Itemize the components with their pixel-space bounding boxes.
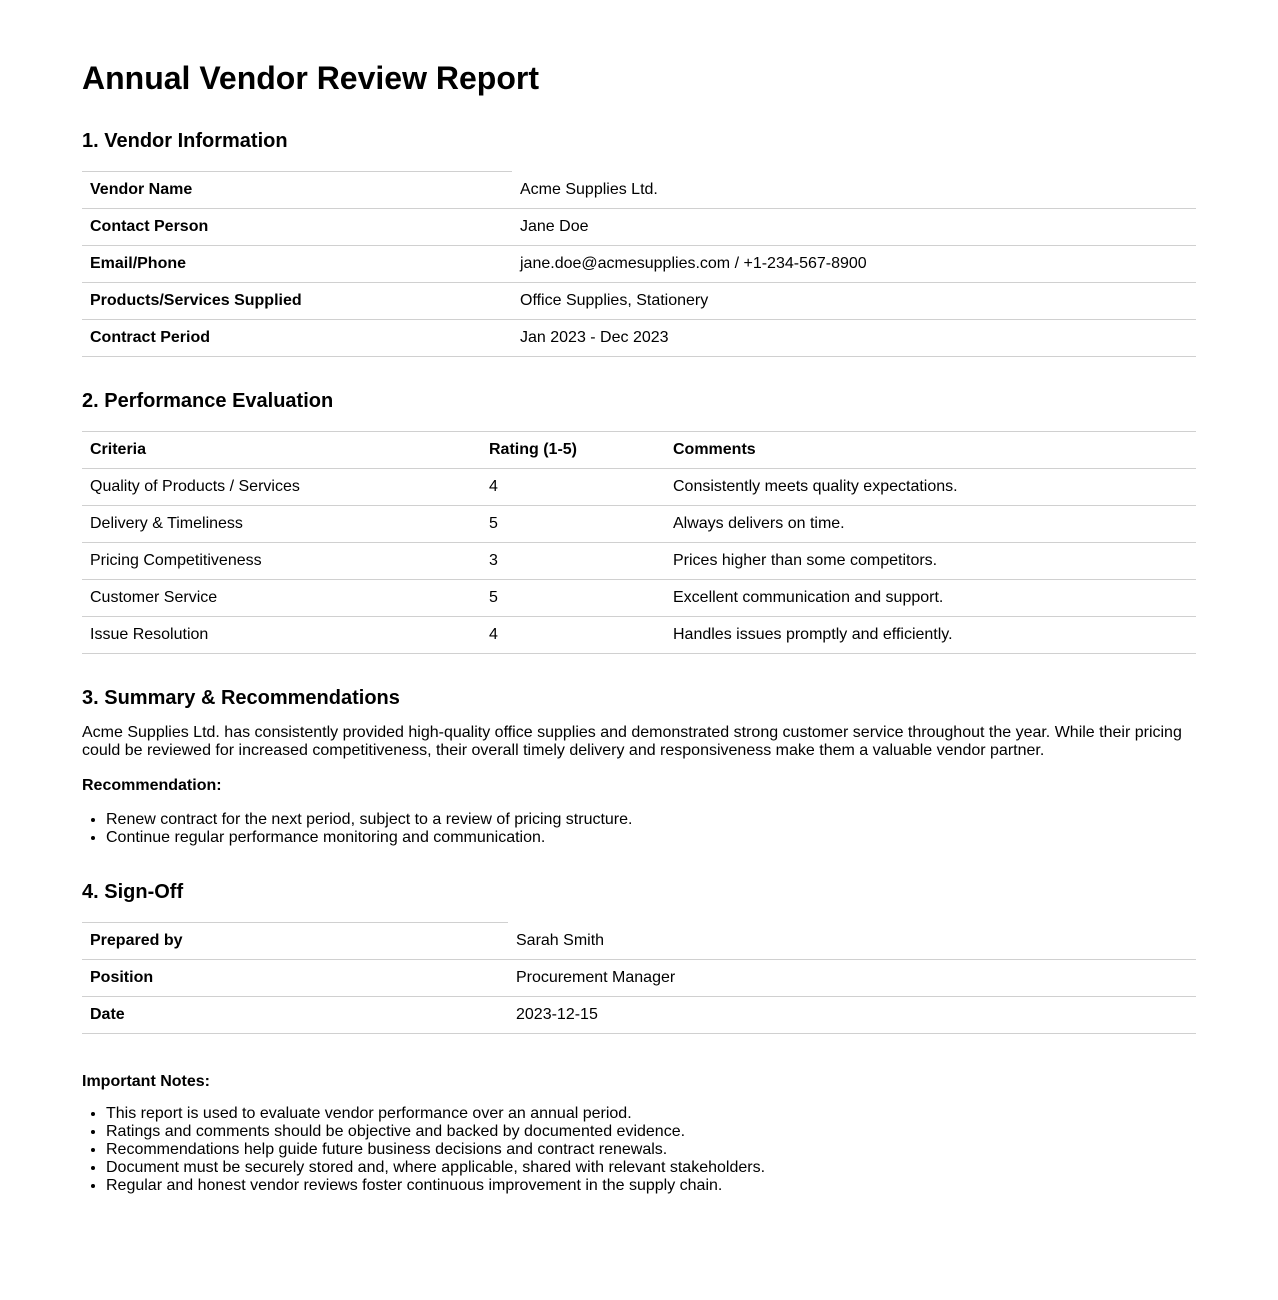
summary-heading: 3. Summary & Recommendations [82, 687, 400, 709]
contract-period-value: Jan 2023 - Dec 2023 [512, 320, 1196, 357]
table-row [82, 923, 1196, 960]
comments-cell: Excellent communication and support. [665, 580, 1196, 617]
rating-cell: 4 [481, 617, 665, 654]
contact-person-label: Contact Person [82, 209, 512, 246]
comments-cell: Handles issues promptly and efficiently. [665, 617, 1196, 654]
criteria-cell: Pricing Competitiveness [82, 543, 481, 580]
position-value: Procurement Manager [508, 960, 1196, 997]
prepared-by-label: Prepared by [82, 923, 508, 960]
comments-cell: Prices higher than some competitors. [665, 543, 1196, 580]
column-header-criteria: Criteria [82, 432, 481, 469]
list-item: • Regular and honest vendor reviews foster continuous improvement in the supply chain. [106, 1177, 765, 1195]
comments-cell: Consistently meets quality expectations. [665, 469, 1196, 506]
table-row [82, 469, 1196, 506]
email-phone-value: jane.doe@acmesupplies.com / +1-234-567-8900 [512, 246, 1196, 283]
list-item: • This report is used to evaluate vendor performance over an annual period. [106, 1105, 765, 1123]
vendor-info-heading: 1. Vendor Information [82, 130, 288, 152]
date-value: 2023-12-15 [508, 997, 1196, 1034]
notes-list [82, 1105, 765, 1195]
position-label: Position [82, 960, 508, 997]
table-row [82, 246, 1196, 283]
rating-cell: 5 [481, 506, 665, 543]
table-row [82, 283, 1196, 320]
page-title: Annual Vendor Review Report [82, 60, 539, 96]
criteria-cell: Delivery & Timeliness [82, 506, 481, 543]
date-label: Date [82, 997, 508, 1034]
criteria-cell: Customer Service [82, 580, 481, 617]
email-phone-label: Email/Phone [82, 246, 512, 283]
performance-heading: 2. Performance Evaluation [82, 390, 334, 412]
vendor-info-table [82, 171, 1196, 357]
list-item: • Ratings and comments should be objective and backed by documented evidence. [106, 1123, 765, 1141]
summary-paragraph: Acme Supplies Ltd. has consistently provided high-quality office supplies and demonstrated strong customer service throughout the year. While their pricing could be reviewed for increased competitiveness, their overall timely delivery and responsiveness make them a valuable vendor partner. [82, 724, 1182, 759]
criteria-cell: Quality of Products / Services [82, 469, 481, 506]
products-supplied-label: Products/Services Supplied [82, 283, 512, 320]
important-notes-label: Important Notes: [82, 1073, 210, 1090]
table-row [82, 506, 1196, 543]
rating-cell: 3 [481, 543, 665, 580]
criteria-cell: Issue Resolution [82, 617, 481, 654]
prepared-by-value: Sarah Smith [508, 923, 1196, 960]
products-supplied-value: Office Supplies, Stationery [512, 283, 1196, 320]
table-row [82, 580, 1196, 617]
signoff-heading: 4. Sign-Off [82, 881, 184, 903]
list-item: • Continue regular performance monitoring and communication. [106, 829, 632, 847]
recommendation-list [82, 811, 632, 847]
vendor-name-value: Acme Supplies Ltd. [512, 172, 1196, 209]
table-header-row [82, 432, 1196, 469]
signoff-table [82, 922, 1196, 1034]
list-item: • Renew contract for the next period, subject to a review of pricing structure. [106, 811, 632, 829]
table-row [82, 617, 1196, 654]
table-row [82, 543, 1196, 580]
table-row [82, 172, 1196, 209]
list-item: • Document must be securely stored and, where applicable, shared with relevant stakeholders. [106, 1159, 765, 1177]
vendor-name-label: Vendor Name [82, 172, 512, 209]
comments-cell: Always delivers on time. [665, 506, 1196, 543]
list-item: • Recommendations help guide future business decisions and contract renewals. [106, 1141, 765, 1159]
table-row [82, 320, 1196, 357]
table-row [82, 960, 1196, 997]
rating-cell: 5 [481, 580, 665, 617]
contract-period-label: Contract Period [82, 320, 512, 357]
table-row [82, 209, 1196, 246]
table-row [82, 997, 1196, 1034]
performance-table [82, 431, 1196, 654]
contact-person-value: Jane Doe [512, 209, 1196, 246]
recommendation-label: Recommendation: [82, 777, 222, 794]
column-header-rating: Rating (1-5) [481, 432, 665, 469]
rating-cell: 4 [481, 469, 665, 506]
column-header-comments: Comments [665, 432, 1196, 469]
